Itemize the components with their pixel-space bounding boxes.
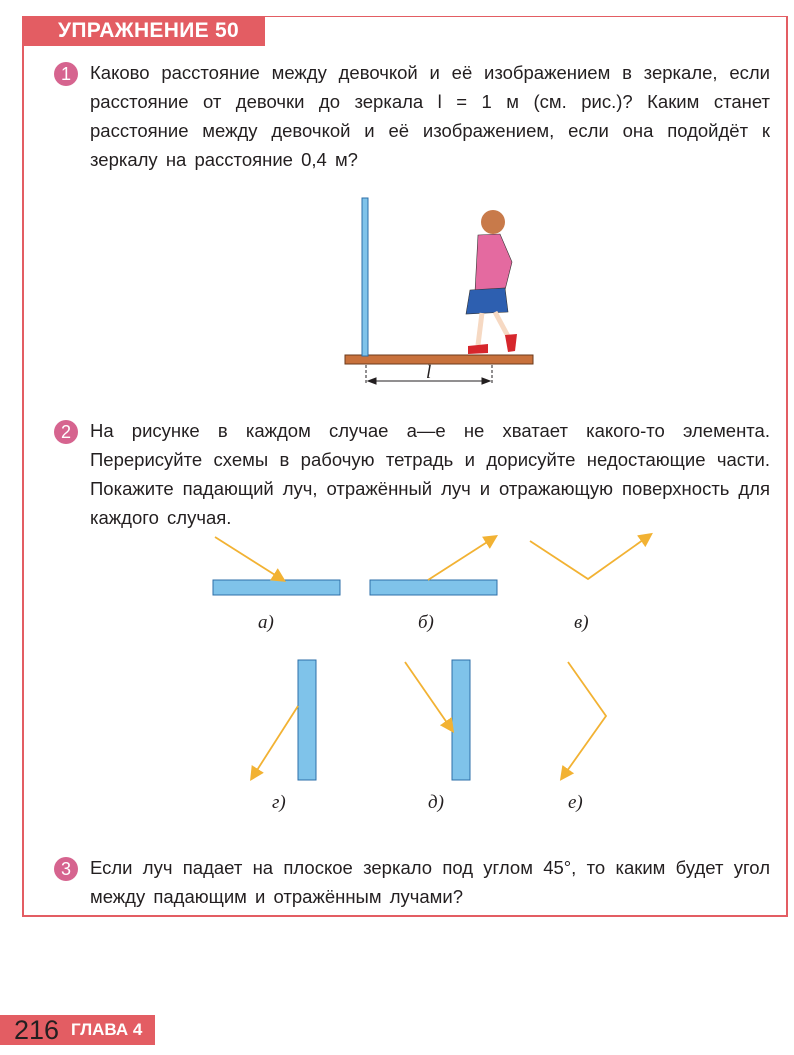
label-a: а)	[258, 612, 274, 633]
mirror-b	[370, 580, 497, 595]
page-footer	[0, 1015, 155, 1045]
chapter-label: ГЛАВА 4	[71, 1020, 143, 1039]
task-number-badge: 1	[54, 62, 78, 86]
task-text: Каково расстояние между девочкой и её изображением в зеркале, если расстояние от девочки до зеркала l = 1 м (см. рис.)? Каким станет расстояние между девочкой и её изображением, если она подойдёт к зеркалу на расстояние 0,4 м?	[90, 62, 770, 170]
ray-d	[405, 662, 452, 730]
exercise-title: УПРАЖНЕНИЕ 50	[22, 16, 265, 46]
task-text: На рисунке в каждом случае а—е не хватает какого-то элемента. Перерисуйте схемы в рабочую тетрадь и дорисуйте недостающие части. Покажите падающий луч, отражённый луч и отражающую поверхность для каждого случая.	[90, 420, 770, 528]
mirror-d	[452, 660, 470, 780]
ray-g	[252, 706, 298, 778]
mirror-a	[213, 580, 340, 595]
label-v: в)	[574, 612, 589, 633]
label-e: е)	[568, 792, 583, 813]
task-3	[54, 853, 770, 911]
page-number: 216	[14, 1015, 60, 1045]
task-number-badge: 3	[54, 857, 78, 881]
label-g: г)	[272, 792, 286, 813]
mirror-g	[298, 660, 316, 780]
label-d: д)	[428, 792, 444, 813]
task-text: Если луч падает на плоское зеркало под углом 45°, то каким будет угол между падающим и отражённым лучами?	[90, 857, 770, 907]
ray-e	[562, 662, 606, 778]
label-b: б)	[418, 612, 434, 633]
distance-label: l	[426, 362, 432, 383]
ray-a	[215, 537, 283, 580]
task-number-badge: 2	[54, 420, 78, 444]
ray-b	[428, 537, 495, 580]
ray-v	[530, 535, 650, 579]
